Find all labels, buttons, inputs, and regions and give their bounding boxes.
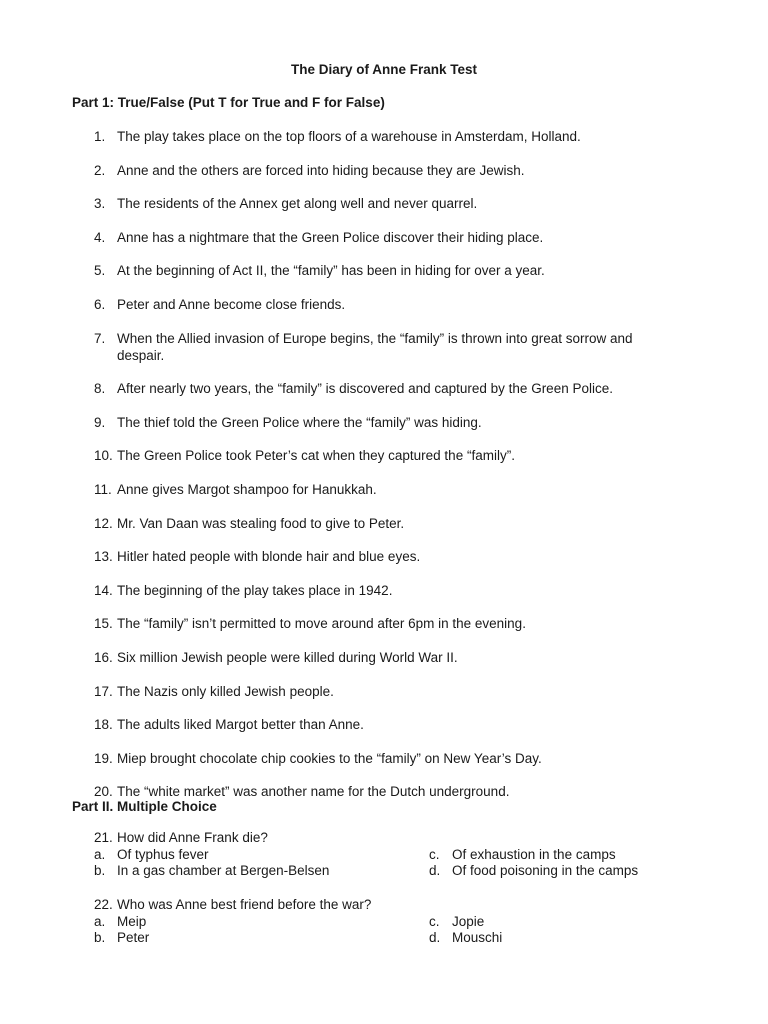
question-item bbox=[0, 716, 768, 733]
option-letter: b. bbox=[94, 863, 106, 878]
question-text: The Nazis only killed Jewish people. bbox=[117, 683, 334, 699]
option-letter: c. bbox=[429, 913, 440, 929]
option-text: Mouschi bbox=[452, 930, 503, 945]
question-text: The “family” isn’t permitted to move around after 6pm in the evening. bbox=[117, 616, 526, 632]
question-text: Six million Jewish people were killed during World War II. bbox=[117, 649, 458, 665]
question-text: The thief told the Green Police where the “family” was hiding. bbox=[117, 414, 482, 430]
question-number: 15. bbox=[94, 616, 113, 632]
question-text: Hitler hated people with blonde hair and blue eyes. bbox=[117, 549, 421, 565]
question-item bbox=[0, 229, 768, 246]
question-22 bbox=[0, 897, 768, 947]
option-text: Peter bbox=[117, 930, 150, 945]
question-text: Peter and Anne become close friends. bbox=[117, 296, 346, 312]
option-text: Of typhus fever bbox=[117, 846, 209, 862]
option-letter: c. bbox=[429, 846, 440, 862]
option-text: Of food poisoning in the camps bbox=[452, 863, 639, 878]
question-number: 7. bbox=[94, 330, 106, 346]
question-22-prompt bbox=[0, 897, 768, 914]
question-text: When the Allied invasion of Europe begins, the “family” is thrown into great sorrow and despair. bbox=[117, 330, 633, 363]
question-text: The “white market” was another name for the Dutch underground. bbox=[117, 784, 510, 800]
question-21 bbox=[0, 830, 768, 880]
option-text: In a gas chamber at Bergen-Belsen bbox=[117, 863, 330, 878]
question-text: The beginning of the play takes place in 1942. bbox=[117, 582, 393, 598]
question-text: Who was Anne best friend before the war? bbox=[117, 897, 372, 912]
question-number: 10. bbox=[94, 448, 113, 464]
question-number: 14. bbox=[94, 582, 113, 598]
question-number: 1. bbox=[94, 129, 106, 144]
part1-heading bbox=[72, 95, 385, 110]
question-item bbox=[0, 649, 768, 666]
options-row bbox=[0, 930, 768, 947]
question-item bbox=[0, 548, 768, 565]
question-number: 19. bbox=[94, 750, 113, 766]
option-letter: d. bbox=[429, 863, 441, 878]
question-number: 18. bbox=[94, 717, 113, 733]
question-item bbox=[0, 262, 768, 279]
question-text: Anne and the others are forced into hiding because they are Jewish. bbox=[117, 162, 525, 178]
part1-heading-text: : True/False (Put T for True and F for False) bbox=[109, 95, 385, 110]
option-text: Jopie bbox=[452, 913, 485, 929]
question-item bbox=[0, 330, 768, 364]
options-row bbox=[0, 914, 768, 931]
question-number: 2. bbox=[94, 162, 106, 178]
question-item bbox=[0, 750, 768, 767]
question-text: The residents of the Annex get along well and never quarrel. bbox=[117, 196, 478, 212]
question-item bbox=[0, 615, 768, 632]
question-number: 5. bbox=[94, 263, 106, 279]
question-number: 6. bbox=[94, 296, 106, 312]
options-row bbox=[0, 863, 768, 880]
option-text: Meip bbox=[117, 913, 147, 929]
question-text: Anne has a nightmare that the Green Police discover their hiding place. bbox=[117, 229, 544, 245]
question-number: 21. bbox=[94, 830, 113, 845]
question-text: Mr. Van Daan was stealing food to give to Peter. bbox=[117, 515, 405, 531]
options-row bbox=[0, 847, 768, 864]
question-number: 20. bbox=[94, 784, 113, 800]
question-text: Miep brought chocolate chip cookies to the “family” on New Year’s Day. bbox=[117, 750, 542, 766]
option-letter: a. bbox=[94, 846, 106, 862]
question-number: 13. bbox=[94, 549, 113, 565]
question-number: 22. bbox=[94, 897, 113, 912]
option-letter: a. bbox=[94, 913, 106, 929]
page-title: The Diary of Anne Frank Test bbox=[290, 62, 478, 77]
question-item bbox=[0, 414, 768, 431]
part1-label: Part 1 bbox=[72, 95, 110, 110]
question-item bbox=[0, 380, 768, 397]
part2-heading: Part II. Multiple Choice bbox=[72, 799, 217, 814]
question-item bbox=[0, 481, 768, 498]
question-text: The adults liked Margot better than Anne. bbox=[117, 717, 364, 733]
question-item bbox=[0, 582, 768, 599]
question-number: 12. bbox=[94, 515, 113, 531]
question-text: Anne gives Margot shampoo for Hanukkah. bbox=[117, 481, 377, 497]
option-text: Of exhaustion in the camps bbox=[452, 846, 616, 862]
question-number: 17. bbox=[94, 683, 113, 699]
question-item bbox=[0, 447, 768, 464]
true-false-list bbox=[0, 128, 768, 817]
question-number: 16. bbox=[94, 649, 113, 665]
question-number: 11. bbox=[94, 481, 112, 497]
question-item bbox=[0, 128, 768, 145]
question-item bbox=[0, 195, 768, 212]
question-item bbox=[0, 783, 768, 800]
question-21-prompt bbox=[0, 830, 768, 847]
question-text: The Green Police took Peter’s cat when they captured the “family”. bbox=[117, 448, 515, 464]
question-item bbox=[0, 683, 768, 700]
question-number: 3. bbox=[94, 196, 106, 212]
question-text: The play takes place on the top floors of a warehouse in Amsterdam, Holland. bbox=[117, 129, 581, 144]
question-item bbox=[0, 162, 768, 179]
question-text: How did Anne Frank die? bbox=[117, 830, 268, 845]
question-number: 4. bbox=[94, 229, 106, 245]
question-text: After nearly two years, the “family” is discovered and captured by the Green Police. bbox=[117, 381, 613, 397]
option-letter: b. bbox=[94, 930, 106, 945]
question-item bbox=[0, 296, 768, 313]
question-number: 9. bbox=[94, 414, 106, 430]
option-letter: d. bbox=[429, 930, 441, 945]
question-number: 8. bbox=[94, 381, 106, 397]
question-text: At the beginning of Act II, the “family” has been in hiding for over a year. bbox=[117, 263, 545, 279]
question-item bbox=[0, 515, 768, 532]
